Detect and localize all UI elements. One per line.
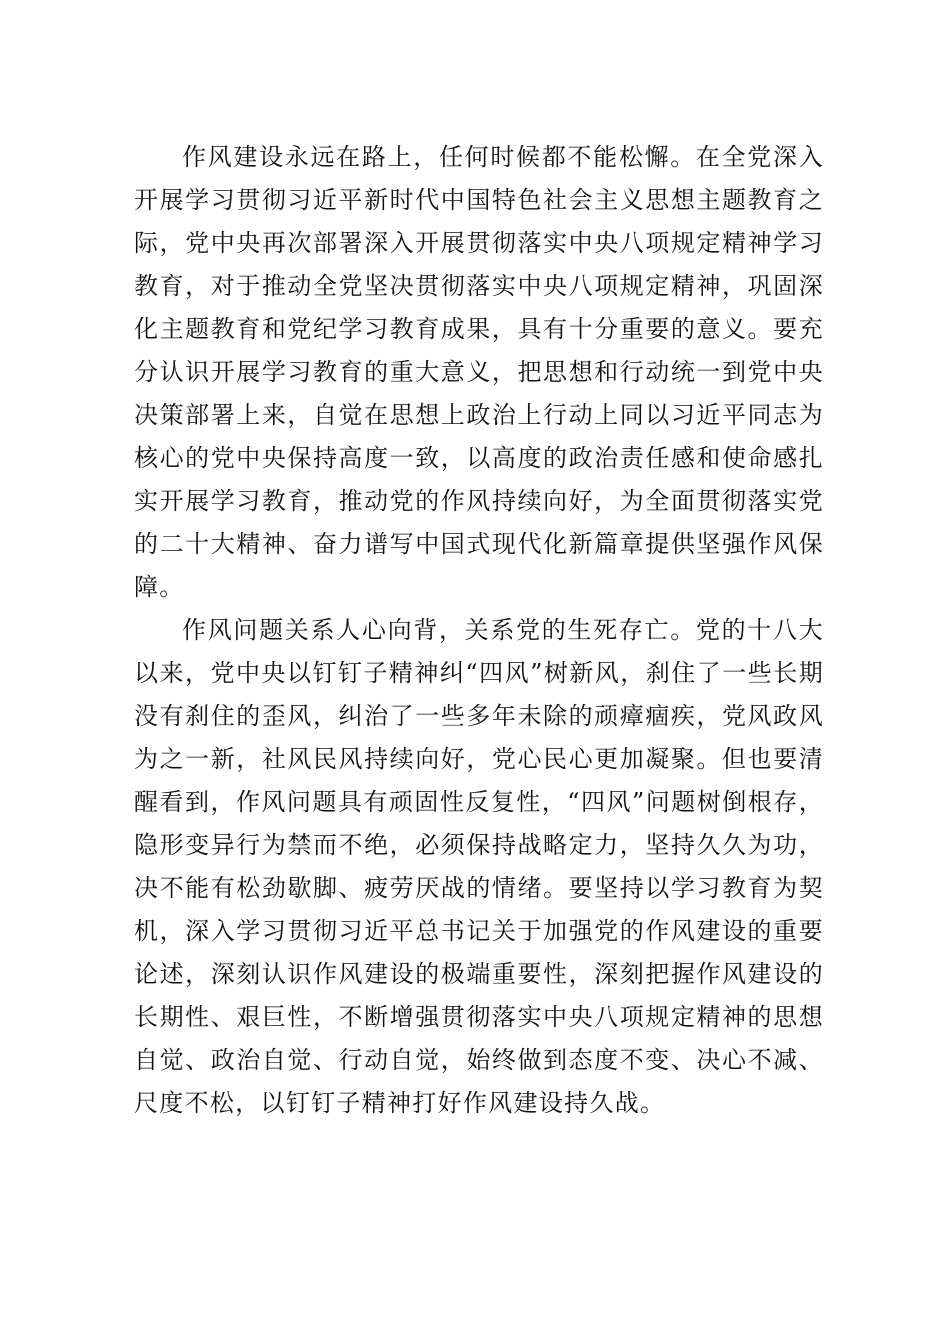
document-body bbox=[134, 136, 824, 1125]
paragraph-2: 作风问题关系人心向背，关系党的生死存亡。党的十八大以来，党中央以钉钉子精神纠“四风”树新风，刹住了一些长期没有刹住的歪风，纠治了一些多年未除的顽瘴痼疾，党风政风为之一新，社风民风持续向好，党心民心更加凝聚。但也要清醒看到，作风问题具有顽固性反复性，“四风”问题树倒根存，隐形变异行为禁而不绝，必须保持战略定力，坚持久久为功，决不能有松劲歇脚、疲劳厌战的情绪。要坚持以学习教育为契机，深入学习贯彻习近平总书记关于加强党的作风建设的重要论述，深刻认识作风建设的极端重要性，深刻把握作风建设的长期性、艰巨性，不断增强贯彻落实中央八项规定精神的思想自觉、政治自觉、行动自觉，始终做到态度不变、决心不减、尺度不松，以钉钉子精神打好作风建设持久战。 bbox=[134, 616, 824, 1117]
paragraph-1: 作风建设永远在路上，任何时候都不能松懈。在全党深入开展学习贯彻习近平新时代中国特色社会主义思想主题教育之际，党中央再次部署深入开展贯彻落实中央八项规定精神学习教育，对于推动全党坚决贯彻落实中央八项规定精神，巩固深化主题教育和党纪学习教育成果，具有十分重要的意义。要充分认识开展学习教育的重大意义，把思想和行动统一到党中央决策部署上来，自觉在思想上政治上行动上同以习近平同志为核心的党中央保持高度一致，以高度的政治责任感和使命感扎实开展学习教育，推动党的作风持续向好，为全面贯彻落实党的二十大精神、奋力谱写中国式现代化新篇章提供坚强作风保障。 bbox=[134, 143, 824, 601]
